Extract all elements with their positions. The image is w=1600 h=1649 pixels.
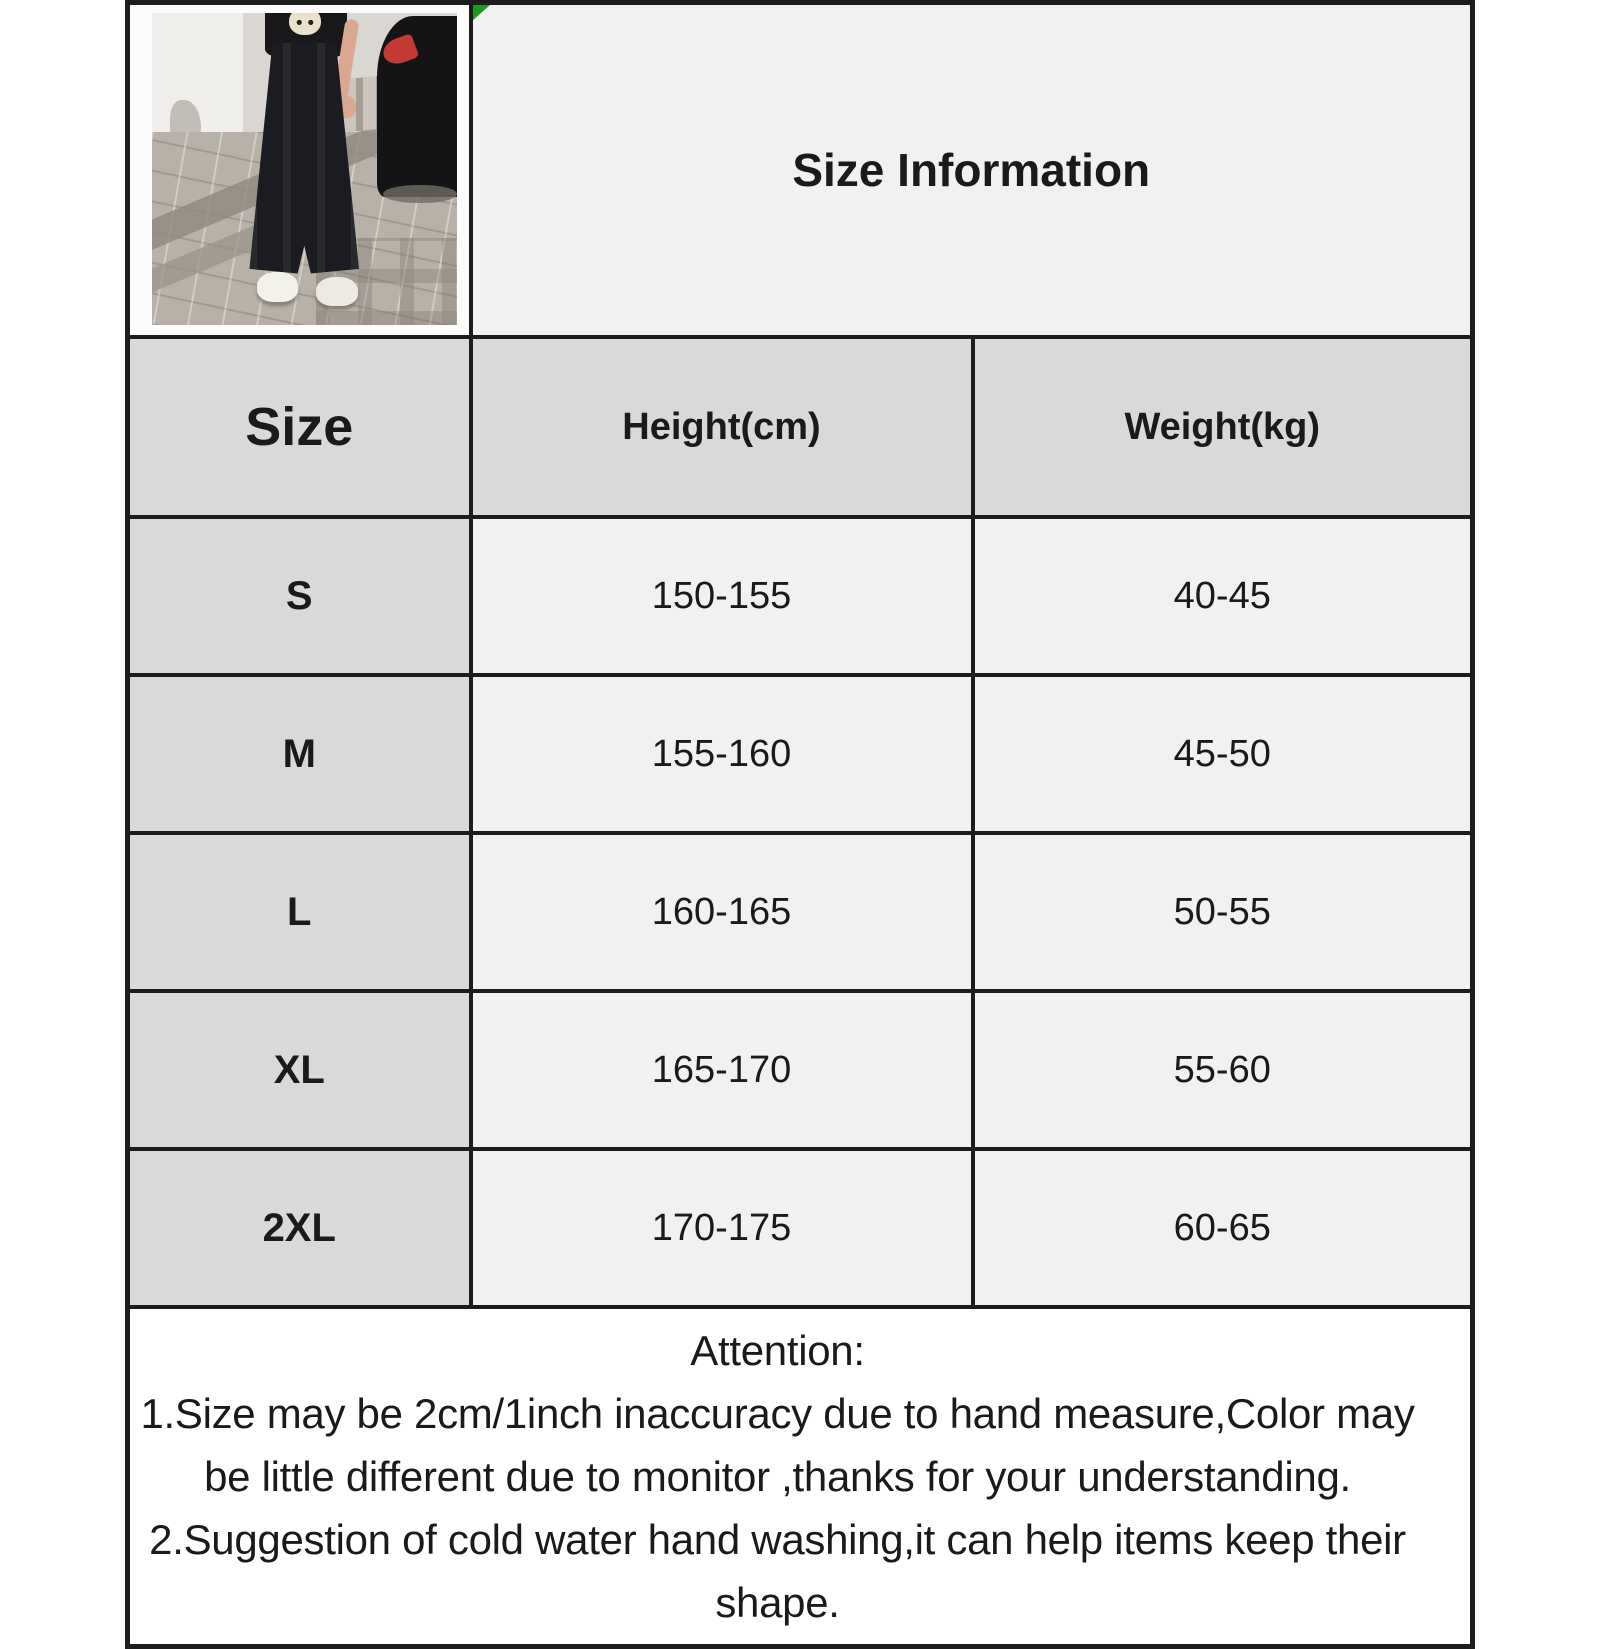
table-row-s (128, 517, 1473, 675)
photo-shoe-right (316, 277, 357, 307)
height-cell: 155-160 (471, 675, 973, 833)
size-cell: XL (128, 991, 471, 1149)
weight-cell: 60-65 (973, 1149, 1473, 1307)
size-cell: M (128, 675, 471, 833)
photo-car-shadow (383, 185, 456, 204)
product-photo-cell (128, 3, 471, 338)
column-header-row (128, 337, 1473, 517)
cell-corner-marker-icon (471, 3, 495, 21)
size-cell: L (128, 833, 471, 991)
size-information-sheet (125, 0, 1470, 1649)
weight-cell: 45-50 (973, 675, 1473, 833)
table-row-2xl (128, 1149, 1473, 1307)
table-row-xl (128, 991, 1473, 1149)
attention-heading: Attention: (690, 1327, 865, 1374)
height-cell: 160-165 (471, 833, 973, 991)
size-table (125, 0, 1475, 1649)
photo-skull-print (289, 13, 321, 35)
height-cell: 170-175 (471, 1149, 973, 1307)
header-row-photo-title (128, 3, 1473, 338)
photo-shoe-left (257, 272, 298, 302)
size-cell: 2XL (128, 1149, 471, 1307)
height-cell: 165-170 (471, 991, 973, 1149)
column-header-size: Size (128, 337, 471, 517)
table-row-l (128, 833, 1473, 991)
size-cell: S (128, 517, 471, 675)
attention-note-cell (128, 1307, 1473, 1647)
height-cell: 150-155 (471, 517, 973, 675)
table-row-m (128, 675, 1473, 833)
column-header-height: Height(cm) (471, 337, 973, 517)
sheet-title-cell (471, 3, 1473, 338)
attention-note-2: 2.Suggestion of cold water hand washing,it can help items keep their shape. (149, 1516, 1406, 1626)
product-photo (152, 13, 457, 325)
weight-cell: 50-55 (973, 833, 1473, 991)
weight-cell: 55-60 (973, 991, 1473, 1149)
column-header-weight: Weight(kg) (973, 337, 1473, 517)
weight-cell: 40-45 (973, 517, 1473, 675)
attention-note-1: 1.Size may be 2cm/1inch inaccuracy due to hand measure,Color may be little different due to monitor ,thanks for your understanding. (140, 1390, 1415, 1500)
page-title: Size Information (792, 144, 1151, 196)
attention-row (128, 1307, 1473, 1647)
